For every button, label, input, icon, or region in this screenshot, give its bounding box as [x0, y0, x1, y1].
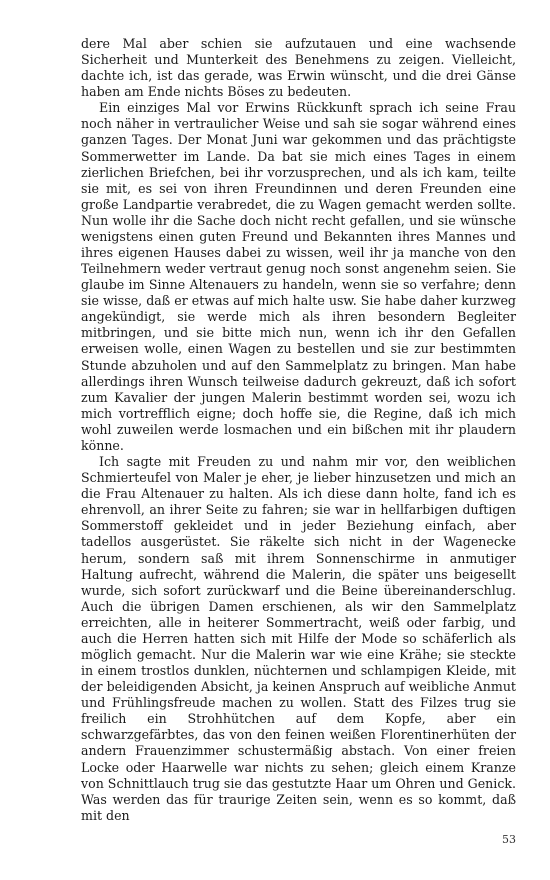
page-number: 53 [502, 833, 516, 846]
book-page [81, 36, 516, 846]
paragraph-1: dere Mal aber schien sie aufzutauen und eine wachsende Sicherheit und Munterkeit des Benehmens zu zeigen. Vielleicht, dachte ich, ist das gerade, was Erwin wünscht, und die drei Gänse haben am Ende nichts Böses zu bedeuten. [81, 36, 516, 100]
text-body [81, 36, 516, 824]
paragraph-3: Ich sagte mit Freuden zu und nahm mir vor, den weiblichen Schmierteufel von Maler je eher, je lieber hinzusetzen und mich an die Frau Altenauer zu halten. Als ich diese dann holte, fand ich es ehrenvoll, an ihrer Seite zu fahren; sie war in hellfarbigen duftigen Sommerstoff gekleidet und in jeder Beziehung einfach, aber tadellos ausgerüstet. Sie räkelte sich nicht in der Wagenecke herum, sondern saß mit ihrem Sonnenschirme in anmutiger Haltung aufrecht, während die Malerin, die später uns beigesellt wurde, sich sofort zurückwarf und die Beine übereinanderschlug. Auch die übrigen Damen erschienen, als wir den Sammelplatz erreichten, alle in heiterer Sommertracht, weiß oder farbig, und auch die Herren hatten sich mit Hilfe der Mode so schäferlich als möglich gemacht. Nur die Malerin war wie eine Krähe; sie steckte in einem trostlos dunklen, nüchternen und schlampigen Kleide, mit der beleidigenden Absicht, ja keinen Anspruch auf weibliche Anmut und Frühlingsfreude machen zu wollen. Statt des Filzes trug sie freilich ein Strohhütchen auf dem Kopfe, aber ein schwarzgefärbtes, das von den feinen weißen Florentinerhüten der andern Frauenzimmer schustermäßig abstach. Von einer freien Locke oder Haarwelle war nichts zu sehen; gleich einem Kranze von Schnittlauch trug sie das gestutzte Haar um Ohren und Genick. Was werden das für traurige Zeiten sein, wenn es so kommt, daß mit den [81, 454, 517, 823]
paragraph-2: Ein einziges Mal vor Erwins Rückkunft sprach ich seine Frau noch näher in vertraulicher Weise und sah sie sogar während eines ganzen Tages. Der Monat Juni war gekommen und das prächtigste Sommerwetter im Lande. Da bat sie mich eines Tages in einem zierlichen Briefchen, bei ihr vorzusprechen, und als ich kam, teilte sie mit, es sei von ihren Freundinnen und deren Freunden eine große Landpartie verabredet, die zu Wagen gemacht werden sollte. Nun wolle ihr die Sache doch nicht recht gefallen, und sie wünsche wenigstens einen guten Freund und Bekannten ihres Mannes und ihres eigenen Hauses dabei zu wissen, weil ihr ja manche von den Teilnehmern weder vertraut genug noch sonst angenehm seien. Sie glaube im Sinne Altenauers zu handeln, wenn sie so verfahre; denn sie wisse, daß er etwas auf mich halte usw. Sie habe daher kurzweg angekündigt, sie werde mich als ihren besondern Begleiter mitbringen, und sie bitte mich nun, wenn ich ihr den Gefallen erweisen wolle, einen Wagen zu bestellen und sie zur bestimmten Stunde abzuholen und auf den Sammelplatz zu bringen. Man habe allerdings ihren Wunsch teilweise dadurch gekreuzt, daß ich sofort zum Kavalier der jungen Malerin bestimmt worden sei, wozu ich mich vortrefflich eigne; doch hoffe sie, die Regine, daß ich mich wohl zuweilen werde losmachen und ein bißchen mit ihr plaudern könne. [81, 100, 516, 453]
